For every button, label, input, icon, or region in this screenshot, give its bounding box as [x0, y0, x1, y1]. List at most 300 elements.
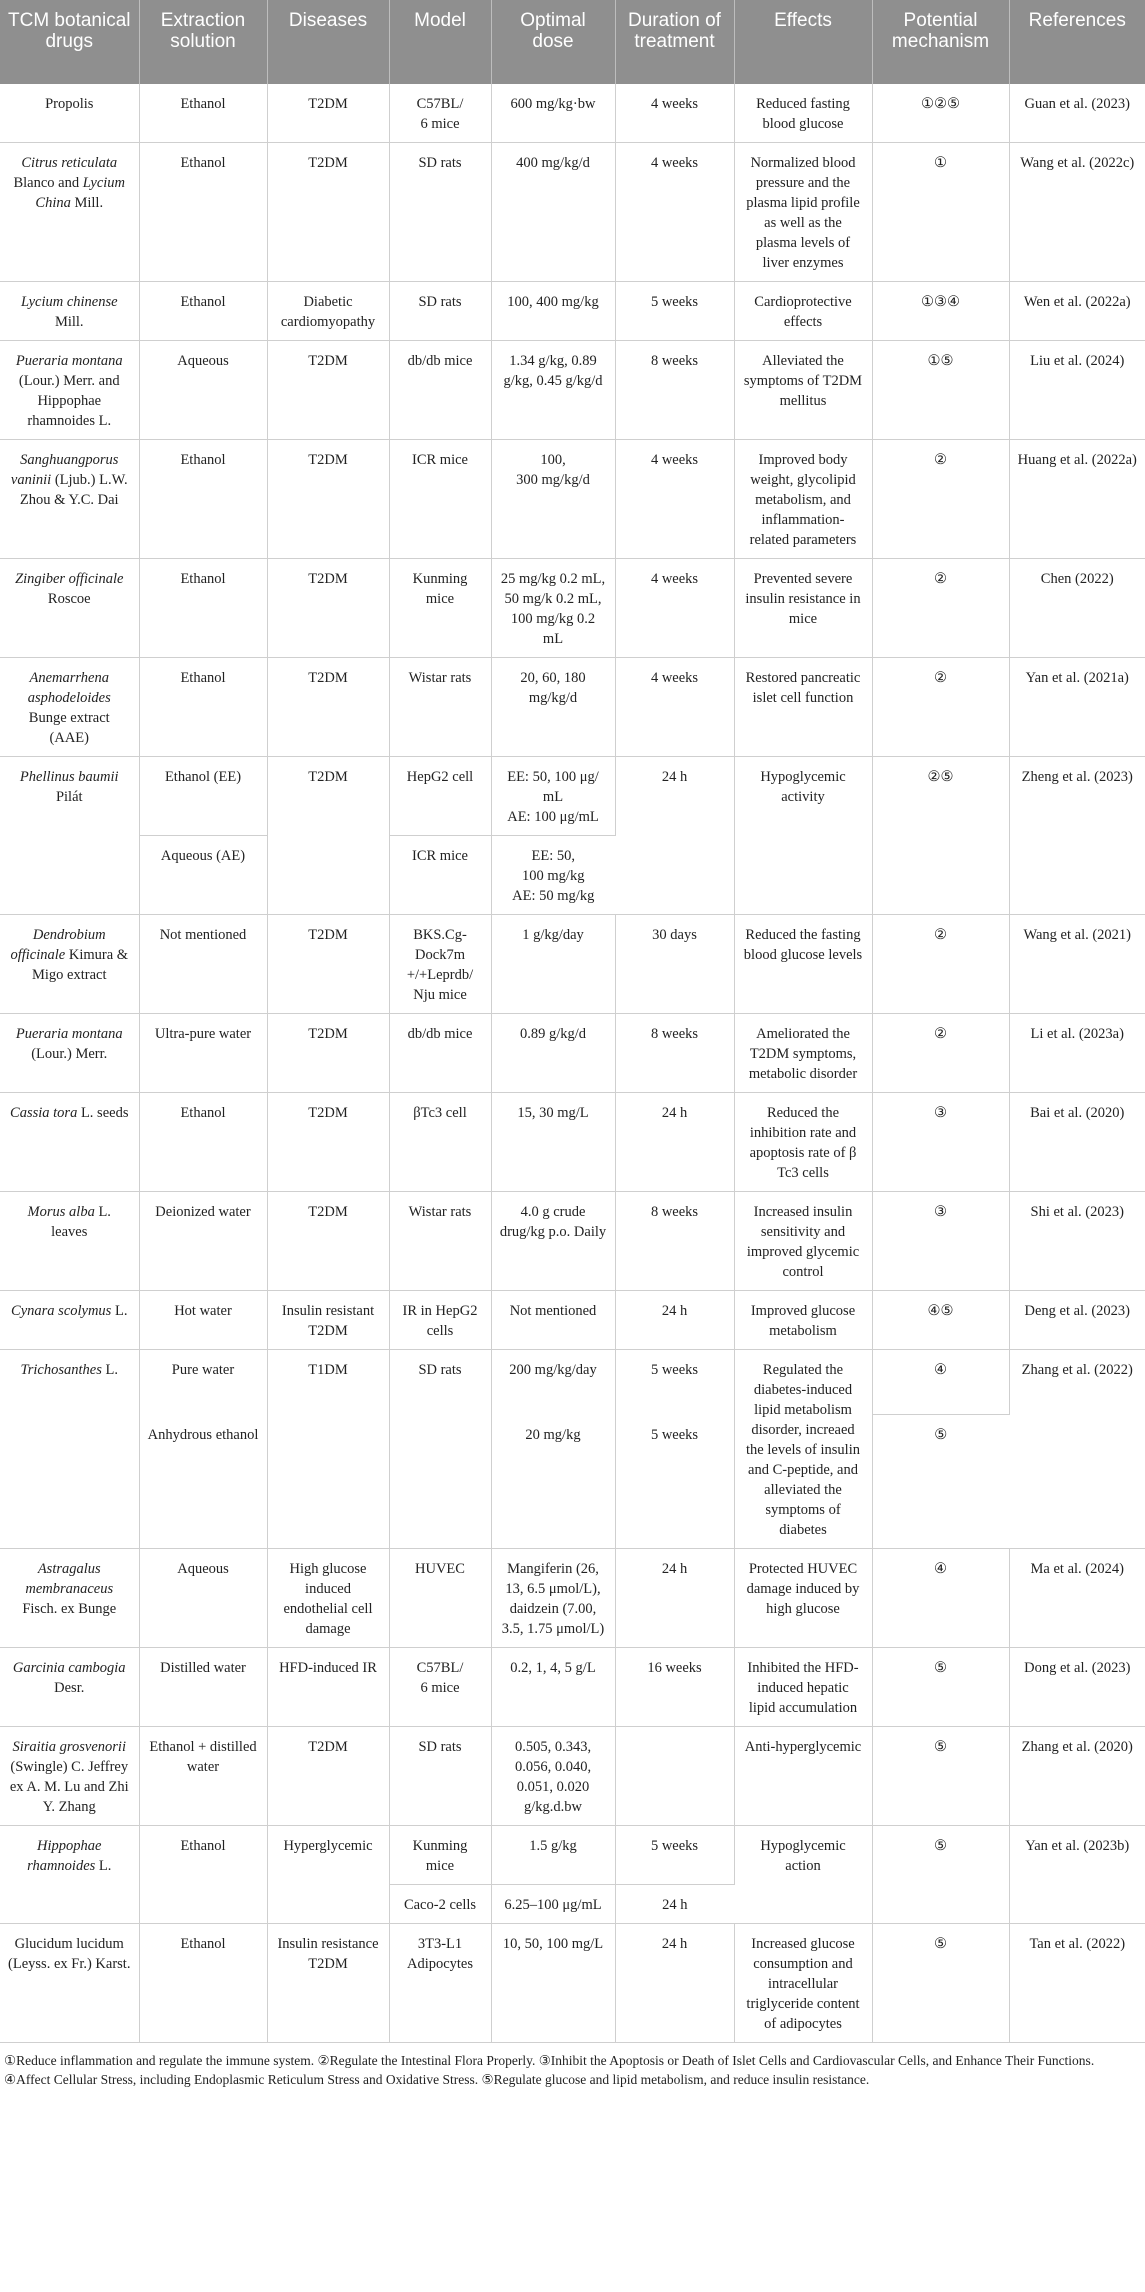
dose-cell — [491, 836, 615, 915]
duration-cell — [615, 1826, 734, 1885]
model-cell — [389, 1093, 491, 1192]
reference-cell-text: Ma et al. (2024) — [1030, 1561, 1124, 1577]
effects-cell-text: Ameliorated the T2DM symptoms, metabolic disorder — [748, 1026, 858, 1082]
drug-cell — [0, 1014, 139, 1093]
model-cell-text: SD rats — [418, 1362, 462, 1378]
reference-cell — [1009, 915, 1145, 1014]
header-duration: Duration of treatment — [615, 0, 734, 84]
solution-cell-text: Ethanol (EE) — [164, 769, 242, 785]
reference-cell — [1009, 282, 1145, 341]
disease-cell — [267, 1014, 389, 1093]
disease-cell — [267, 1093, 389, 1192]
table-row — [0, 658, 1145, 757]
duration-cell — [615, 1727, 734, 1826]
disease-cell — [267, 1549, 389, 1648]
header-row — [0, 0, 1145, 84]
mechanism-cell — [872, 84, 1009, 143]
mechanism-cell-text: ③ — [934, 1204, 947, 1220]
drug-cell — [0, 143, 139, 282]
effects-cell-text: Reduced fasting blood glucose — [756, 96, 850, 132]
effects-cell — [734, 1093, 872, 1192]
dose-cell-text: 100, 300 mg/kg/d — [516, 452, 590, 488]
solution-cell — [139, 1924, 267, 2043]
model-cell-text: BKS.Cg-Dock7m +/+Leprdb/ Nju mice — [406, 927, 474, 1003]
drug-latin: Citrus reticulata — [21, 155, 118, 171]
effects-cell — [734, 1826, 872, 1924]
dose-cell-text: 15, 30 mg/L — [517, 1105, 589, 1121]
drug-latin: Siraitia grosvenorii — [12, 1739, 126, 1755]
drug-author-2: Mill. — [70, 195, 104, 211]
mechanism-cell — [872, 1014, 1009, 1093]
disease-cell-text: T2DM — [308, 670, 348, 686]
model-cell-text: ICR mice — [412, 848, 468, 864]
mechanism-cell-text: ④⑤ — [927, 1303, 954, 1319]
solution-cell — [139, 757, 267, 836]
dose-cell — [491, 143, 615, 282]
dose-cell-text: Not mentioned — [509, 1303, 597, 1319]
disease-cell-text: Hyperglycemic — [283, 1838, 373, 1854]
drug-cell — [0, 440, 139, 559]
drug-latin: Pueraria montana — [15, 353, 123, 369]
reference-cell — [1009, 1350, 1145, 1549]
table-row — [0, 559, 1145, 658]
drug-author: (Ljub.) L.W. Zhou & Y.C. Dai — [19, 472, 128, 508]
model-cell-text: C57BL/ 6 mice — [416, 1660, 464, 1696]
model-cell-text: HUVEC — [415, 1561, 465, 1577]
mechanism-cell — [872, 1350, 1009, 1415]
drug-latin: Cynara scolymus — [11, 1303, 112, 1319]
model-cell — [389, 341, 491, 440]
effects-cell-text: Alleviated the symptoms of T2DM mellitus — [743, 353, 863, 409]
header-diseases: Diseases — [267, 0, 389, 84]
disease-cell — [267, 658, 389, 757]
dose-cell — [491, 1415, 615, 1549]
disease-cell-text: T2DM — [308, 452, 348, 468]
dose-cell — [491, 757, 615, 836]
solution-cell-text: Ethanol — [180, 1838, 226, 1854]
mechanism-cell — [872, 341, 1009, 440]
drug-latin: Sanghuangporus vaninii — [10, 452, 119, 488]
reference-cell-text: Yan et al. (2021a) — [1025, 670, 1129, 686]
reference-cell-text: Wang et al. (2021) — [1023, 927, 1132, 943]
table-row — [0, 1727, 1145, 1826]
model-cell-text: ICR mice — [412, 452, 468, 468]
mechanism-cell — [872, 658, 1009, 757]
disease-cell-text: Diabetic cardiomyopathy — [280, 294, 376, 330]
solution-cell-text: Aqueous (AE) — [160, 848, 246, 864]
reference-cell-text: Liu et al. (2024) — [1030, 353, 1125, 369]
disease-cell-text: T2DM — [308, 353, 348, 369]
table-row — [0, 1826, 1145, 1885]
solution-cell — [139, 84, 267, 143]
reference-cell — [1009, 1648, 1145, 1727]
model-cell-text: Wistar rats — [408, 670, 472, 686]
drug-author: L. — [111, 1303, 128, 1319]
drug-author: Desr. — [54, 1680, 85, 1696]
reference-cell-text: Deng et al. (2023) — [1024, 1303, 1130, 1319]
table-row — [0, 440, 1145, 559]
header-dose: Optimal dose — [491, 0, 615, 84]
effects-cell-text: Inhibited the HFD-induced hepatic lipid accumulation — [747, 1660, 859, 1716]
duration-cell-text: 24 h — [661, 769, 688, 785]
dose-cell — [491, 84, 615, 143]
duration-cell-text: 24 h — [661, 1303, 688, 1319]
mechanism-cell — [872, 915, 1009, 1014]
duration-cell-text: 8 weeks — [650, 1204, 699, 1220]
dose-cell-text: 6.25–100 μg/mL — [504, 1897, 602, 1913]
reference-cell — [1009, 559, 1145, 658]
effects-cell — [734, 1648, 872, 1727]
model-cell-text: 3T3-L1 Adipocytes — [406, 1936, 474, 1972]
model-cell — [389, 440, 491, 559]
drug-latin: Lycium chinense — [20, 294, 118, 310]
reference-cell — [1009, 1192, 1145, 1291]
header-references: References — [1009, 0, 1145, 84]
disease-cell — [267, 1924, 389, 2043]
drug-latin: Pueraria montana — [15, 1026, 123, 1042]
dose-cell-text: 10, 50, 100 mg/L — [502, 1936, 604, 1952]
effects-cell-text: Anti-hyperglycemic — [744, 1739, 862, 1755]
disease-cell — [267, 1648, 389, 1727]
reference-cell — [1009, 1093, 1145, 1192]
disease-cell — [267, 440, 389, 559]
solution-cell-text: Pure water — [171, 1362, 235, 1378]
drug-author: Mill. — [54, 314, 84, 330]
disease-cell-text: Insulin resistant T2DM — [281, 1303, 375, 1339]
table-row — [0, 143, 1145, 282]
duration-cell — [615, 1415, 734, 1549]
effects-cell-text: Normalized blood pressure and the plasma lipid profile as well as the plasma levels of liver enzymes — [746, 155, 860, 271]
drug-author: L. leaves — [51, 1204, 111, 1240]
dose-cell-text: 100, 400 mg/kg — [507, 294, 599, 310]
duration-cell-text: 8 weeks — [650, 353, 699, 369]
reference-cell-text: Bai et al. (2020) — [1030, 1105, 1125, 1121]
duration-cell — [615, 440, 734, 559]
mechanism-cell — [872, 1826, 1009, 1924]
dose-cell-text: EE: 50, 100 μg/ mL AE: 100 μg/mL — [507, 769, 599, 825]
dose-cell-text: 200 mg/kg/day — [509, 1362, 597, 1378]
disease-cell — [267, 1350, 389, 1549]
model-cell — [389, 1826, 491, 1885]
dose-cell-text: 1 g/kg/day — [522, 927, 584, 943]
effects-cell — [734, 1727, 872, 1826]
duration-cell-text: 4 weeks — [650, 571, 699, 587]
model-cell-text: IR in HepG2 cells — [402, 1303, 478, 1339]
solution-cell-text: Ethanol — [180, 96, 226, 112]
reference-cell — [1009, 1826, 1145, 1924]
mechanism-cell-text: ⑤ — [934, 1427, 948, 1443]
mechanism-cell — [872, 1648, 1009, 1727]
table-footnote: ①Reduce inflammation and regulate the immune system. ②Regulate the Intestinal Flora Properly. ③Inhibit the Apoptosis or Death of Islet Cells and Cardiovascular Cells, and Enhance Their Functions. ④Affect Cellular Stress, including Endoplasmic Reticulum Stress and Oxidative Stress. ⑤Regulate glucose and lipid metabolism, and reduce insulin resistance. — [4, 2053, 1095, 2087]
solution-cell-text: Deionized water — [155, 1204, 251, 1220]
dose-cell-text: 25 mg/kg 0.2 mL, 50 mg/k 0.2 mL, 100 mg/kg 0.2 mL — [500, 571, 606, 647]
drug-author: (Lour.) Merr. — [31, 1046, 108, 1062]
mechanism-cell-text: ② — [934, 571, 947, 587]
dose-cell-text: 20, 60, 180 mg/kg/d — [520, 670, 586, 706]
duration-cell — [615, 757, 734, 915]
dose-cell — [491, 341, 615, 440]
model-cell-text: db/db mice — [407, 1026, 473, 1042]
effects-cell — [734, 282, 872, 341]
effects-cell — [734, 341, 872, 440]
disease-cell — [267, 559, 389, 658]
dose-cell — [491, 915, 615, 1014]
mechanism-cell-text: ⑤ — [934, 1660, 947, 1676]
mechanism-cell-text: ④ — [934, 1561, 947, 1577]
mechanism-cell — [872, 1415, 1009, 1549]
reference-cell — [1009, 84, 1145, 143]
model-cell — [389, 1014, 491, 1093]
disease-cell — [267, 1826, 389, 1924]
duration-cell-text: 24 h — [661, 1561, 688, 1577]
duration-cell — [615, 1350, 734, 1415]
disease-cell-text: T2DM — [308, 769, 348, 785]
dose-cell-text: 0.2, 1, 4, 5 g/L — [510, 1660, 596, 1676]
disease-cell-text: T2DM — [308, 1026, 348, 1042]
effects-cell-text: Reduced the inhibition rate and apoptosis rate of β Tc3 cells — [749, 1105, 857, 1181]
dose-cell — [491, 1014, 615, 1093]
effects-cell — [734, 1192, 872, 1291]
solution-cell-text: Ethanol — [180, 452, 226, 468]
solution-cell-text: Hot water — [174, 1303, 232, 1319]
disease-cell — [267, 915, 389, 1014]
drug-cell-text: Glucidum lucidum (Leyss. ex Fr.) Karst. — [8, 1936, 131, 1972]
drug-latin: Dendrobium officinale — [10, 927, 106, 963]
effects-cell — [734, 1014, 872, 1093]
dose-cell-text: 0.505, 0.343, 0.056, 0.040, 0.051, 0.020 g/kg.d.bw — [514, 1739, 592, 1815]
solution-cell — [139, 559, 267, 658]
solution-cell — [139, 1727, 267, 1826]
drug-latin: Hippophae rhamnoides — [27, 1838, 102, 1874]
dose-cell — [491, 440, 615, 559]
solution-cell — [139, 143, 267, 282]
mechanism-cell-text: ⑤ — [934, 1838, 947, 1854]
effects-cell — [734, 143, 872, 282]
solution-cell — [139, 836, 267, 915]
solution-cell-text: Aqueous — [177, 1561, 229, 1577]
disease-cell — [267, 1192, 389, 1291]
header-mechanism: Potential mechanism — [872, 0, 1009, 84]
disease-cell-text: T1DM — [308, 1362, 348, 1378]
drug-author: (Swingle) C. Jeffrey ex A. M. Lu and Zhi Y. Zhang — [9, 1759, 129, 1815]
duration-cell — [615, 143, 734, 282]
mechanism-cell-text: ②⑤ — [927, 769, 954, 785]
solution-cell — [139, 341, 267, 440]
drug-author: L. — [95, 1858, 112, 1874]
disease-cell — [267, 84, 389, 143]
duration-cell-text: 24 h — [661, 1936, 688, 1952]
dose-cell-text: 20 mg/kg — [525, 1426, 581, 1443]
solution-cell — [139, 1192, 267, 1291]
disease-cell — [267, 1291, 389, 1350]
solution-cell-text: Ultra-pure water — [154, 1026, 252, 1042]
model-cell — [389, 757, 491, 836]
effects-cell — [734, 1549, 872, 1648]
table-row — [0, 1291, 1145, 1350]
reference-cell-text: Dong et al. (2023) — [1024, 1660, 1131, 1676]
model-cell — [389, 1192, 491, 1291]
mechanism-cell-text: ② — [934, 1026, 947, 1042]
dose-cell-text: 1.5 g/kg — [529, 1838, 577, 1854]
effects-cell — [734, 440, 872, 559]
solution-cell-text: Ethanol — [180, 294, 226, 310]
duration-cell-text: 8 weeks — [650, 1026, 699, 1042]
solution-cell-text: Not mentioned — [159, 927, 247, 943]
duration-cell — [615, 1549, 734, 1648]
mechanism-cell-text: ⑤ — [934, 1936, 947, 1952]
reference-cell-text: Li et al. (2023a) — [1030, 1026, 1124, 1042]
solution-cell-text: Ethanol — [180, 155, 226, 171]
table-row — [0, 1924, 1145, 2043]
drug-cell — [0, 1549, 139, 1648]
mechanism-cell — [872, 1093, 1009, 1192]
model-cell — [389, 143, 491, 282]
model-cell — [389, 658, 491, 757]
drug-latin: Zingiber officinale — [15, 571, 124, 587]
effects-cell — [734, 1350, 872, 1549]
duration-cell-text: 5 weeks — [650, 1362, 699, 1378]
mechanism-cell-text: ② — [934, 927, 947, 943]
disease-cell-text: T2DM — [308, 96, 348, 112]
disease-cell-text: T2DM — [308, 927, 348, 943]
drug-cell — [0, 1350, 139, 1549]
table-row — [0, 915, 1145, 1014]
effects-cell-text: Cardioprotective effects — [754, 294, 852, 330]
reference-cell — [1009, 440, 1145, 559]
header-effects: Effects — [734, 0, 872, 84]
disease-cell-text: T2DM — [308, 1204, 348, 1220]
disease-cell-text: T2DM — [308, 155, 348, 171]
mechanism-cell-text: ② — [934, 670, 947, 686]
table-row — [0, 341, 1145, 440]
solution-cell — [139, 1549, 267, 1648]
drug-author: Fisch. ex Bunge — [22, 1601, 117, 1617]
dose-cell — [491, 559, 615, 658]
reference-cell-text: Shi et al. (2023) — [1030, 1204, 1124, 1220]
model-cell — [389, 1924, 491, 2043]
solution-cell-text: Ethanol — [180, 571, 226, 587]
duration-cell — [615, 1192, 734, 1291]
drug-cell — [0, 1826, 139, 1924]
table-row — [0, 1350, 1145, 1415]
disease-cell — [267, 1727, 389, 1826]
model-cell — [389, 1885, 491, 1924]
mechanism-cell-text: ② — [934, 452, 947, 468]
disease-cell — [267, 341, 389, 440]
solution-cell — [139, 1291, 267, 1350]
model-cell-text: C57BL/ 6 mice — [416, 96, 464, 132]
table-row — [0, 282, 1145, 341]
reference-cell-text: Tan et al. (2022) — [1029, 1936, 1126, 1952]
dose-cell-text: 600 mg/kg·bw — [510, 96, 596, 112]
reference-cell-text: Huang et al. (2022a) — [1017, 452, 1137, 468]
duration-cell — [615, 341, 734, 440]
table-row — [0, 1093, 1145, 1192]
reference-cell — [1009, 658, 1145, 757]
solution-cell-text: Ethanol + distilled water — [149, 1739, 257, 1775]
disease-cell-text: Insulin resistance T2DM — [277, 1936, 379, 1972]
dose-cell-text: 1.34 g/kg, 0.89 g/kg, 0.45 g/kg/d — [503, 353, 603, 389]
header-solution: Extraction solution — [139, 0, 267, 84]
model-cell — [389, 1291, 491, 1350]
mechanism-cell-text: ⑤ — [934, 1739, 947, 1755]
drug-cell — [0, 84, 139, 143]
drug-author: Kimura & Migo extract — [32, 947, 129, 983]
dose-cell-text: 400 mg/kg/d — [516, 155, 590, 171]
duration-cell-text: 4 weeks — [650, 155, 699, 171]
drug-author: Pilát — [55, 789, 83, 805]
duration-cell — [615, 1291, 734, 1350]
model-cell — [389, 84, 491, 143]
solution-cell — [139, 440, 267, 559]
model-cell — [389, 559, 491, 658]
effects-cell-text: Regulated the diabetes-induced lipid metabolism disorder, increaed the levels of insulin and C-peptide, and alleviated the symptoms of diabetes — [746, 1362, 860, 1538]
dose-cell — [491, 1192, 615, 1291]
solution-cell-text: Ethanol — [180, 670, 226, 686]
mechanism-cell-text: ③ — [934, 1105, 947, 1121]
dose-cell — [491, 1350, 615, 1415]
duration-cell — [615, 1885, 734, 1924]
reference-cell-text: Zheng et al. (2023) — [1021, 769, 1133, 785]
solution-cell — [139, 1014, 267, 1093]
dose-cell — [491, 658, 615, 757]
duration-cell — [615, 658, 734, 757]
dose-cell-text: 4.0 g crude drug/kg p.o. Daily — [499, 1204, 607, 1240]
table-row — [0, 757, 1145, 836]
model-cell-text: Wistar rats — [408, 1204, 472, 1220]
solution-cell-text: Anhydrous ethanol — [147, 1426, 259, 1443]
solution-cell — [139, 282, 267, 341]
duration-cell — [615, 915, 734, 1014]
reference-cell — [1009, 143, 1145, 282]
drug-author: (Lour.) Merr. and Hippophae rhamnoides L. — [18, 373, 120, 429]
duration-cell-text: 4 weeks — [650, 452, 699, 468]
table-row — [0, 1648, 1145, 1727]
drug-latin: Anemarrhena asphodeloides — [27, 670, 111, 706]
duration-cell — [615, 1648, 734, 1727]
table-row — [0, 1192, 1145, 1291]
table-row — [0, 1014, 1145, 1093]
drug-cell — [0, 1093, 139, 1192]
dose-cell — [491, 1648, 615, 1727]
header-drug: TCM botanical drugs — [0, 0, 139, 84]
disease-cell-text: High glucose induced endothelial cell damage — [283, 1561, 373, 1637]
drug-cell — [0, 1924, 139, 2043]
drug-author: Roscoe — [47, 591, 91, 607]
disease-cell — [267, 143, 389, 282]
duration-cell — [615, 1093, 734, 1192]
effects-cell-text: Increased glucose consumption and intracellular triglyceride content of adipocytes — [746, 1936, 860, 2032]
effects-cell-text: Hypoglycemic action — [760, 1838, 846, 1874]
effects-cell-text: Increased insulin sensitivity and improved glycemic control — [746, 1204, 860, 1280]
model-cell — [389, 282, 491, 341]
dose-cell — [491, 282, 615, 341]
drug-latin: Trichosanthes — [20, 1362, 102, 1378]
reference-cell — [1009, 1549, 1145, 1648]
model-cell-text: Kunming mice — [412, 571, 468, 607]
drug-cell — [0, 559, 139, 658]
solution-cell-text: Ethanol — [180, 1105, 226, 1121]
reference-cell — [1009, 1291, 1145, 1350]
reference-cell — [1009, 341, 1145, 440]
duration-cell — [615, 84, 734, 143]
effects-cell-text: Hypoglycemic activity — [760, 769, 846, 805]
duration-cell-text: 24 h — [661, 1105, 688, 1121]
dose-cell-text: EE: 50, 100 mg/kg AE: 50 mg/kg — [512, 848, 595, 904]
effects-cell-text: Improved body weight, glycolipid metabolism, and inflammation-related parameters — [749, 452, 857, 548]
reference-cell — [1009, 1727, 1145, 1826]
duration-cell — [615, 559, 734, 658]
